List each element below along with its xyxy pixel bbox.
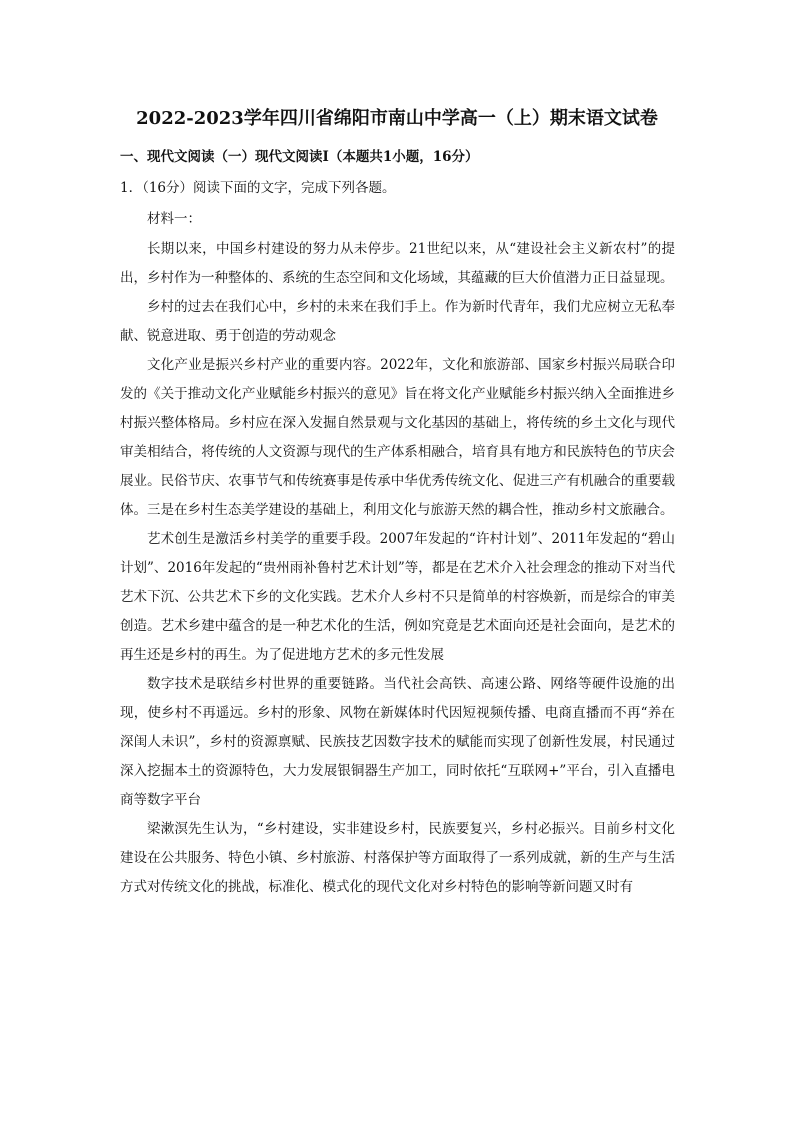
paragraph: 艺术创生是激活乡村美学的重要手段。2007年发起的“许村计划”、2011年发起的“碧山计划”、2016年发起的“贵州雨补鲁村艺术计划”等，都是在艺术介入社会理念的推动下对当代艺术下沉、公共艺术下乡的文化实践。艺术介人乡村不只是简单的村容焕新，而是综合的审美创造。艺术乡建中蕴含的是一种艺术化的生活，例如究竟是艺术面向还是社会面向，是艺术的再生还是乡村的再生。为了促进地方艺术的多元性发展 (120, 531, 675, 663)
passage-body (120, 235, 675, 902)
paragraph: 数字技术是联结乡村世界的重要链路。当代社会高铁、高速公路、网络等硬件设施的出现，使乡村不再遥远。乡村的形象、风物在新媒体时代因短视频传播、电商直播而不再“养在深闺人未识”，乡村的资源禀赋、民族技艺因数字技术的赋能而实现了创新性发展，村民通过深入挖掘本土的资源特色，大力发展银铜器生产加工，同时依托“互联网+”平台，引入直播电商等数字平台 (120, 676, 675, 808)
question-intro: 1．（16分）阅读下面的文字，完成下列各题。 (120, 180, 396, 196)
section-heading: 一、现代文阅读（一）现代文阅读Ⅰ（本题共1小题，16分） (120, 149, 479, 165)
paragraph: 长期以来，中国乡村建设的努力从未停步。21世纪以来，从“建设社会主义新农村”的提出，乡村作为一种整体的、系统的生态空间和文化场域，其蕴藏的巨大价值潜力正日益显现。 (120, 241, 675, 286)
paragraph: 乡村的过去在我们心中，乡村的未来在我们手上。作为新时代青年，我们尤应树立无私奉献、锐意进取、勇于创造的劳动观念 (120, 299, 675, 344)
material-label: 材料一： (147, 211, 201, 227)
page-title: 2022-2023学年四川省绵阳市南山中学高一（上）期末语文试卷 (136, 108, 658, 129)
paragraph: 梁漱溟先生认为，“乡村建设，实非建设乡村，民族要复兴，乡村必振兴。目前乡村文化建设在公共服务、特色小镇、乡村旅游、村落保护等方面取得了一系列成就，新的生产与生活方式对传统文化的挑战，标准化、模式化的现代文化对乡村特色的影响等新问题又时有 (120, 821, 675, 895)
paragraph: 文化产业是振兴乡村产业的重要内容。2022年，文化和旅游部、国家乡村振兴局联合印发的《关于推动文化产业赋能乡村振兴的意见》旨在将文化产业赋能乡村振兴纳入全面推进乡村振兴整体格局。乡村应在深入发掘自然景观与文化基因的基础上，将传统的乡土文化与现代审美相结合，将传统的人文资源与现代的生产体系相融合，培育具有地方和民族特色的节庆会展业。民俗节庆、农事节气和传统赛事是传承中华优秀传统文化、促进三产有机融合的重要载体。三是在乡村生态美学建设的基础上，利用文化与旅游天然的耦合性，推动乡村文旅融合。 (120, 357, 675, 518)
